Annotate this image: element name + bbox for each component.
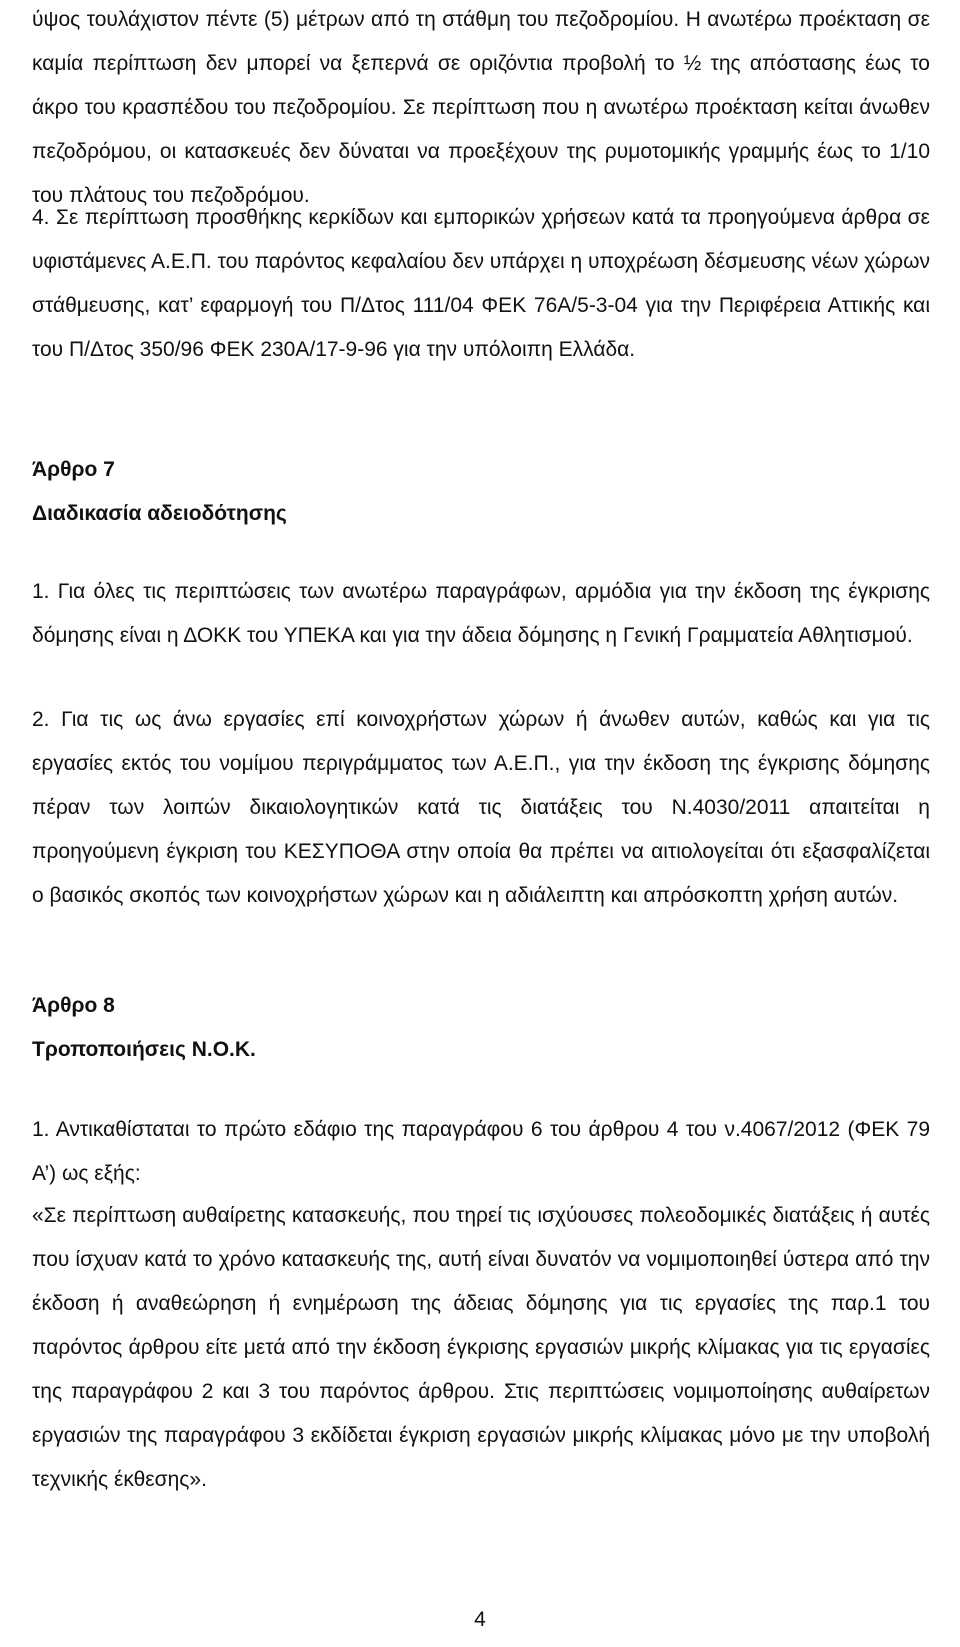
article-8-paragraph-1 — [32, 1108, 930, 1196]
paragraph-text: 4. Σε περίπτωση προσθήκης κερκίδων και εμπορικών χρήσεων κατά τα προηγούμενα άρθρα σε υφιστάμενες Α.Ε.Π. του παρόντος κεφαλαίου δεν υπάρχει η υποχρέωση δέσμευσης νέων χώρων στάθμευσης, κατ’ εφαρμογή του Π/Δτος 111/04 ΦΕΚ 76Α/5-3-04 για την Περιφέρεια Αττικής και του Π/Δτος 350/96 ΦΕΚ 230Α/17-9-96 για την υπόλοιπη Ελλάδα. — [32, 206, 930, 361]
article-8-heading: Άρθρο 8 — [32, 994, 115, 1017]
paragraph-text: 2. Για τις ως άνω εργασίες επί κοινοχρήστων χώρων ή άνωθεν αυτών, καθώς και για τις εργασίες εκτός του νομίμου περιγράμματος των Α.Ε.Π., για την έκδοση της έγκρισης δόμησης πέραν των λοιπών δικαιολογητικών κατά τις διατάξεις του Ν.4030/2011 απαιτείται η προηγούμενη έγκριση του ΚΕΣΥΠΟΘΑ στην οποία θα πρέπει να αιτιολογείται ότι εξασφαλίζεται ο βασικός σκοπός των κοινοχρήστων χώρων και η αδιάλειπτη και απρόσκοπτη χρήση αυτών. — [32, 708, 930, 907]
page-number: 4 — [474, 1608, 486, 1631]
article-7-title: Διαδικασία αδειοδότησης — [32, 502, 287, 525]
paragraph-text: «Σε περίπτωση αυθαίρετης κατασκευής, που τηρεί τις ισχύουσες πολεοδομικές διατάξεις ή αυτές που ίσχυαν κατά το χρόνο κατασκευής της, αυτή είναι δυνατόν να νομιμοποιηθεί ύστερα από την έκδοση ή αναθεώρηση ή ενημέρωση της άδειας δόμησης για τις εργασίες της παρ.1 του παρόντος άρθρου είτε μετά από την έκδοση έγκρισης εργασιών μικρής κλίμακας για τις εργασίες της παραγράφου 2 και 3 του παρόντος άρθρου. Στις περιπτώσεις νομιμοποίησης αυθαίρετων εργασιών της παραγράφου 3 εκδίδεται έγκριση εργασιών μικρής κλίμακας μόνο με την υποβολή τεχνικής έκθεσης». — [32, 1204, 930, 1491]
paragraph-text: ύψος τουλάχιστον πέντε (5) μέτρων από τη στάθμη του πεζοδρομίου. Η ανωτέρω προέκταση σε καμία περίπτωση δεν μπορεί να ξεπερνά σε οριζόντια προβολή το ½ της απόστασης έως το άκρο του κρασπέδου του πεζοδρομίου. Σε περίπτωση που η ανωτέρω προέκταση κείται άνωθεν πεζοδρόμου, οι κατασκευές δεν δύναται να προεξέχουν της ρυμοτομικής γραμμής έως το 1/10 του πλάτους του πεζοδρόμου. — [32, 8, 930, 207]
article-7-paragraph-2 — [32, 698, 930, 918]
paragraph-item-4 — [32, 196, 930, 372]
article-7-heading: Άρθρο 7 — [32, 458, 115, 481]
paragraph-top-continuation — [32, 0, 930, 218]
paragraph-text: 1. Για όλες τις περιπτώσεις των ανωτέρω παραγράφων, αρμόδια για την έκδοση της έγκρισης δόμησης είναι η ΔΟΚΚ του ΥΠΕΚΑ και για την άδεια δόμησης η Γενική Γραμματεία Αθλητισμού. — [32, 580, 930, 647]
article-7-paragraph-1 — [32, 570, 930, 658]
article-7-header — [32, 448, 930, 536]
article-8-quoted-text — [32, 1194, 930, 1502]
article-8-title: Τροποποιήσεις Ν.Ο.Κ. — [32, 1038, 256, 1061]
article-8-header — [32, 984, 930, 1072]
paragraph-text: 1. Αντικαθίσταται το πρώτο εδάφιο της παραγράφου 6 του άρθρου 4 του ν.4067/2012 (ΦΕΚ 79 Α’) ως εξής: — [32, 1118, 930, 1185]
